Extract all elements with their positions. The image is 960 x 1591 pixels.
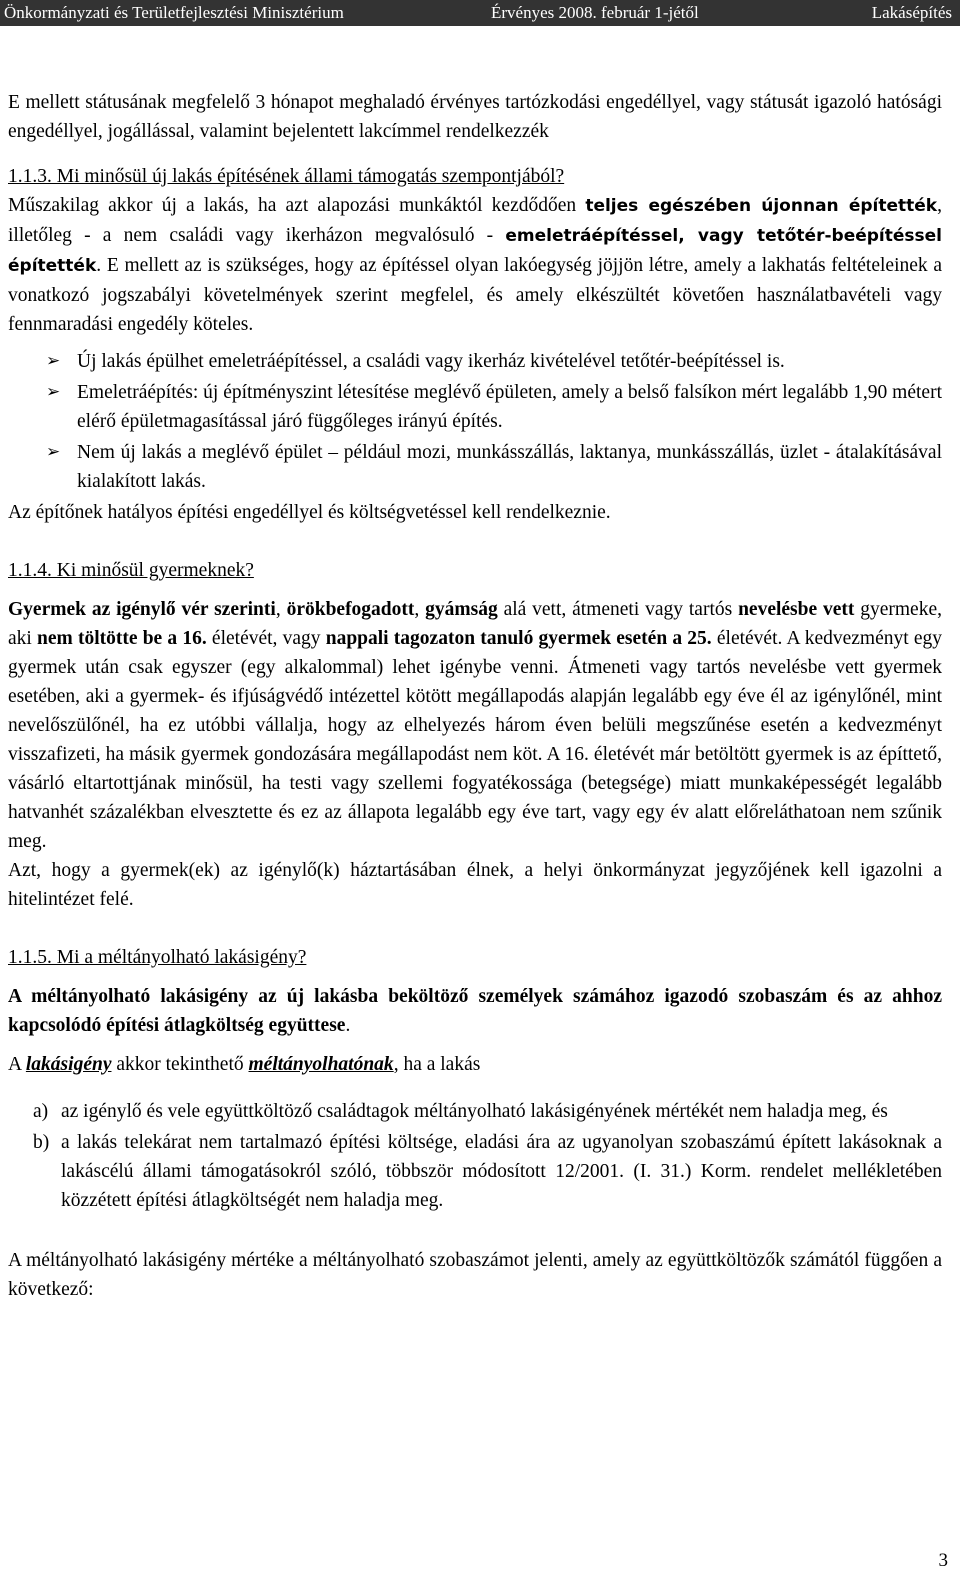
page-header: [0, 0, 960, 26]
page-number: 3: [938, 1550, 948, 1571]
header-ministry: Önkormányzati és Területfejlesztési Minisztérium: [4, 3, 344, 22]
arrow-bullet-icon: ➢: [46, 382, 61, 402]
intro-paragraph: E mellett státusának megfelelő 3 hónapot meghaladó érvényes tartózkodási engedéllyel, vagy státusát igazoló hatósági engedéllyel, jogállással, valamint bejelentett lakcímmel rendelkezzék: [8, 92, 942, 142]
section-114-paragraph-2: Azt, hogy a gyermek(ek) az igénylő(k) háztartásában élnek, a helyi önkormányzat jegyzőjének kell igazolni a hitelintézet felé.: [8, 860, 942, 910]
list-item: ➢ Emeletráépítés: új építményszint létesítése meglévő épületen, amely a belső falsíkon mért legalább 1,90 métert elérő épületmagasítással járó függőleges irányú építés.: [8, 378, 942, 436]
section-113-paragraph: Műszakilag akkor új a lakás, ha azt alapozási munkáktól kezdődően teljes egészében újonnan építették, illetőleg - a nem családi vagy ikerházon megvalósuló - emeletráépítéssel, vagy tetőtér-beépítéssel építették. E mellett az is szükséges, hogy az építéssel olyan lakóegység jöjjön létre, amely a lakhatás feltételeinek a vonatkozó jogszabályi követelmények szerint megfelel, és amely elkészültét követően használatbavételi vagy fennmaradási engedély köteles.: [8, 195, 942, 335]
arrow-bullet-icon: ➢: [46, 442, 61, 462]
bold-phrase: emeletráépítéssel, vagy tetőtér-beépítéssel építették: [8, 226, 942, 276]
list-item: b) a lakás telekárat nem tartalmazó építési költsége, eladási ára az ugyanolyan szobaszámú épített lakásoknak a lakáscélú állami támogatásokról szóló, többször módosított 12/2001. (I. 31.) Korm. rendelet mellékletében közzétett építési átlagköltségét nem haladja meg.: [33, 1132, 942, 1211]
section-115-closing: A méltányolható lakásigény mértéke a méltányolható szobaszámot jelenti, amely az együttköltözők számától függően a következő:: [8, 1250, 942, 1300]
list-item: ➢ Nem új lakás a meglévő épület – például mozi, munkásszállás, laktanya, munkásszállás, üzlet - átalakításával kialakított lakás.: [8, 438, 942, 496]
header-validity: Érvényes 2008. február 1-jétől: [491, 3, 699, 22]
section-114-heading: 1.1.4. Ki minősül gyermeknek?: [8, 560, 254, 581]
section-115-condition-intro: A lakásigény akkor tekinthető méltányolhatónak, ha a lakás: [8, 1054, 481, 1075]
list-item: a) az igénylő és vele együttköltöző családtagok méltányolható lakásigényének mértékét nem haladja meg, és: [33, 1101, 888, 1122]
arrow-bullet-icon: ➢: [46, 351, 61, 371]
bold-phrase: teljes egészében újonnan építették: [585, 196, 938, 216]
section-113-heading: 1.1.3. Mi minősül új lakás építésének állami támogatás szempontjából?: [8, 166, 565, 187]
section-115-heading: 1.1.5. Mi a méltányolható lakásigény?: [8, 947, 307, 968]
document-body: [8, 88, 942, 1304]
section-114-paragraph: Gyermek az igénylő vér szerinti, örökbefogadott, gyámság alá vett, átmeneti vagy tartós nevelésbe vett gyermeke, aki nem töltötte be a 16. életévét, vagy nappali tagozaton tanuló gyermek esetén a 25. életévét. A kedvezményt egy gyermek után csak egyszer (egy alkalommal) lehet igénybe venni. Átmeneti vagy tartós nevelésbe vett gyermek esetében, aki a gyermek- és ifjúságvédő intézettel kötött megállapodás alapján legalább egy éve él az igénylőnél, mint nevelőszülőnél, ha ez utóbbi vállalja, hogy az elhelyezés három éven belüli megszűnése esetén a kedvezményt visszafizeti, ha másik gyermek gondozására megállapodást nem köt. A 16. életévét már betöltött gyermek is az építtető, vásárló eltartottjának minősül, ha testi vagy szellemi fogyatékossága (betegsége) miatt munkaképességét legalább hatvanhét százalékban elvesztette és ez az állapota legalább egy éve tart, vagy egy év alatt előreláthatoan nem szűnik meg.: [8, 599, 943, 852]
list-item: ➢ Új lakás épülhet emeletráépítéssel, a családi vagy ikerház kivételével tetőtér-beépítéssel is.: [8, 347, 942, 376]
header-topic: Lakásépítés: [871, 3, 952, 22]
section-115-definition: A méltányolható lakásigény az új lakásba beköltöző személyek számához igazodó szobaszám és az ahhoz kapcsolódó építési átlagköltség együttese.: [8, 986, 942, 1036]
section-113-closing: Az építőnek hatályos építési engedéllyel és költségvetéssel kell rendelkeznie.: [8, 502, 611, 523]
